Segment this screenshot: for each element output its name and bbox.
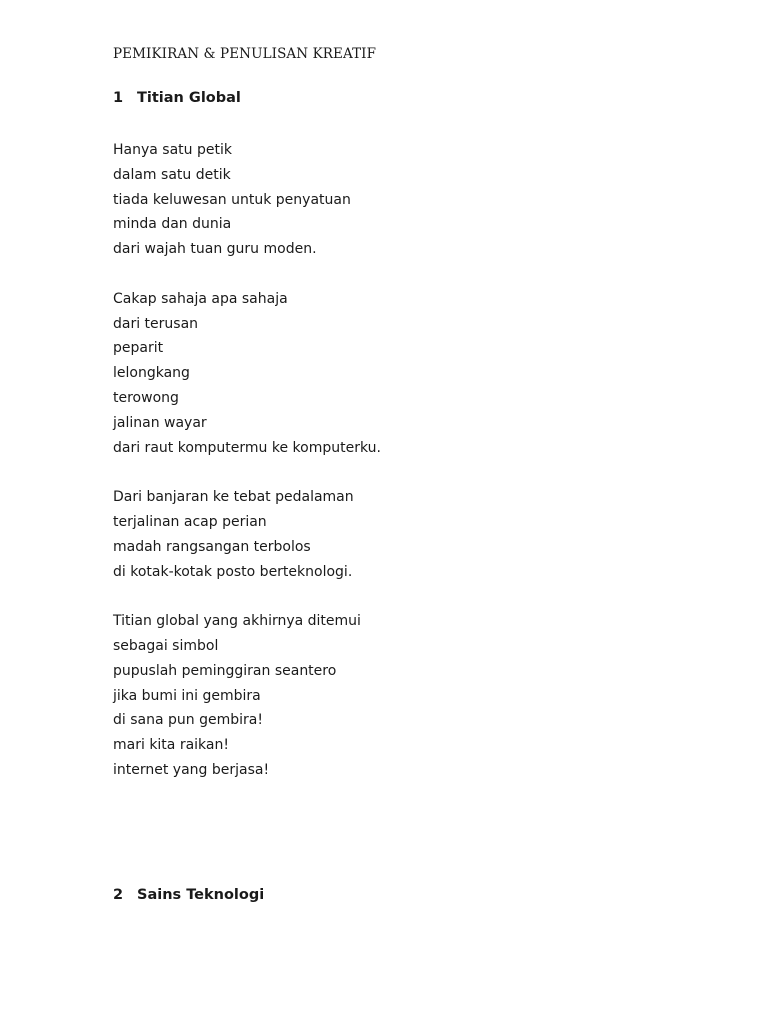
poem-line: madah rangsangan terbolos: [113, 538, 311, 555]
poem-line: minda dan dunia: [113, 216, 232, 233]
poem-titian-global: [113, 138, 381, 808]
section-heading-2: [113, 887, 264, 903]
section-title: Sains Teknologi: [137, 887, 265, 903]
document-header: PEMIKIRAN & PENULISAN KREATIF: [113, 46, 377, 62]
poem-line: dari terusan: [113, 315, 199, 332]
section-title: Titian Global: [137, 90, 241, 106]
poem-line: pupuslah peminggiran seantero: [113, 662, 337, 679]
poem-line: dari raut komputermu ke komputerku.: [113, 439, 381, 456]
stanza: [113, 609, 381, 783]
section-number: 2: [113, 887, 124, 903]
stanza: [113, 287, 381, 461]
poem-line: jika bumi ini gembira: [113, 687, 261, 704]
poem-line: terjalinan acap perian: [113, 513, 267, 530]
poem-line: di kotak-kotak posto berteknologi.: [113, 563, 353, 580]
poem-line: peparit: [113, 340, 164, 357]
stanza: [113, 485, 381, 584]
poem-line: dalam satu detik: [113, 166, 231, 183]
poem-line: terowong: [113, 389, 179, 406]
poem-line: internet yang berjasa!: [113, 761, 270, 778]
section-heading-1: [113, 90, 241, 106]
poem-line: lelongkang: [113, 365, 190, 382]
poem-line: Titian global yang akhirnya ditemui: [113, 613, 361, 630]
poem-line: di sana pun gembira!: [113, 712, 263, 729]
stanza: [113, 138, 381, 262]
poem-line: Cakap sahaja apa sahaja: [113, 290, 288, 307]
poem-line: Dari banjaran ke tebat pedalaman: [113, 489, 354, 506]
poem-line: jalinan wayar: [113, 414, 207, 431]
poem-line: sebagai simbol: [113, 637, 219, 654]
poem-line: mari kita raikan!: [113, 737, 229, 754]
section-number: 1: [113, 90, 124, 106]
poem-line: dari wajah tuan guru moden.: [113, 241, 317, 258]
poem-line: Hanya satu petik: [113, 142, 232, 158]
poem-line: tiada keluwesan untuk penyatuan: [113, 191, 351, 208]
